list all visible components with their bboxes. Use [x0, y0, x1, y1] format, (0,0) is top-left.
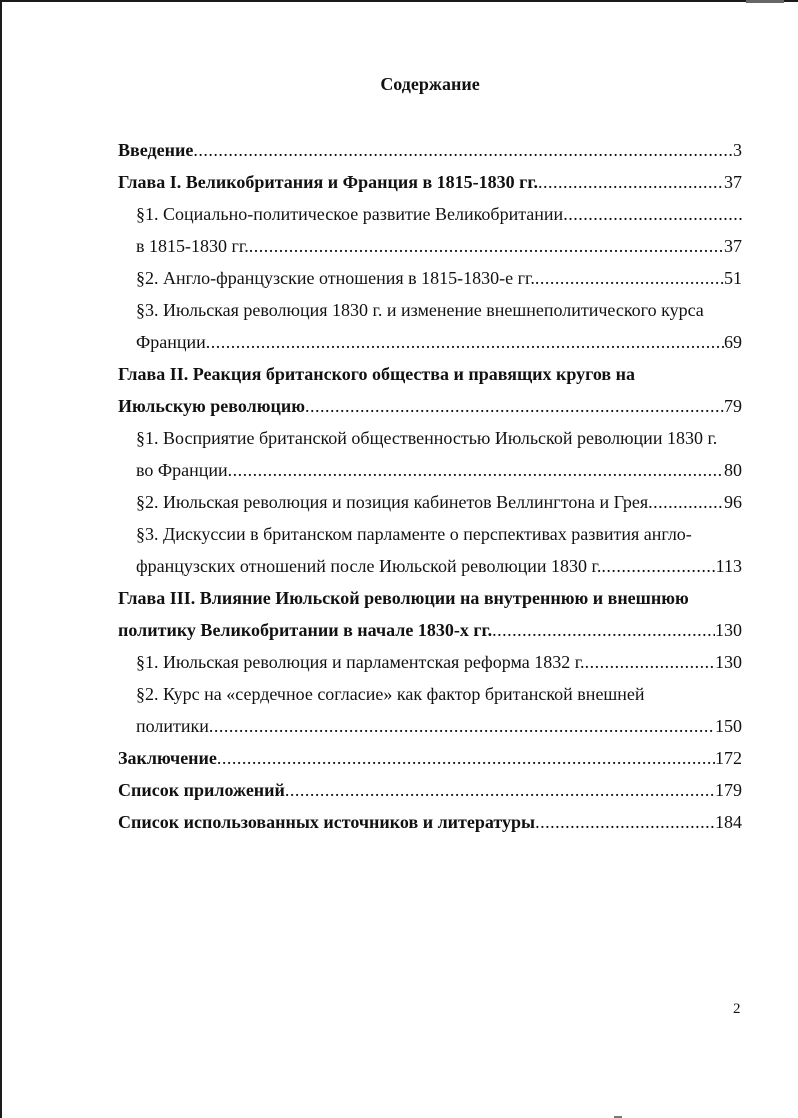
toc-entry-text: §2. Курс на «сердечное согласие» как фактор британской внешней — [136, 684, 645, 704]
toc-entry-introduction — [118, 138, 742, 162]
toc-entry-chapter-1 — [118, 170, 742, 194]
toc-entry-2-3-cont — [136, 554, 742, 578]
toc-entry-text: §2. Июльская революция и позиция кабинетов Веллингтона и Грея — [136, 492, 649, 512]
toc-entry-chapter-2-cont — [118, 394, 742, 418]
toc-entry-text: Заключение — [118, 748, 217, 768]
toc-entry-chapter-3-cont — [118, 618, 742, 642]
dot-leader — [492, 618, 715, 642]
toc-entry-text: Список использованных источников и литературы — [118, 812, 536, 832]
toc-entry-3-2-cont — [136, 714, 742, 738]
toc-entry-bibliography — [118, 810, 742, 834]
toc-entry-text: Введение — [118, 140, 194, 160]
dot-leader — [249, 234, 724, 258]
toc-entry-text: §2. Англо-французские отношения в 1815-1830-е гг. — [136, 268, 535, 288]
toc-entry-text: французских отношений после Июльской революции 1830 г. — [136, 556, 602, 576]
toc-entry-text: §1. Социально-политическое развитие Великобритании — [136, 204, 564, 224]
dot-leader — [535, 266, 724, 290]
toc-entry-text: Франции — [136, 332, 206, 352]
toc-page-number: 179 — [715, 780, 742, 800]
toc-entry-2-3 — [136, 522, 742, 546]
toc-entry-text: Глава II. Реакция британского общества и правящих кругов на — [118, 364, 636, 384]
toc-entry-1-2 — [136, 266, 742, 290]
dot-leader — [601, 554, 715, 578]
toc-entry-2-1-cont — [136, 458, 742, 482]
toc-page-number: 130 — [715, 652, 742, 672]
toc-page-number: 3 — [733, 140, 742, 160]
toc-entry-3-1 — [136, 650, 742, 674]
toc-entry-chapter-3 — [118, 586, 742, 610]
toc-entry-chapter-2 — [118, 362, 742, 386]
toc-entry-text: политики — [136, 716, 209, 736]
toc-page-number: 113 — [715, 556, 742, 576]
dot-leader — [228, 458, 724, 482]
toc-page-number: 37 — [724, 172, 742, 192]
toc-page-number: 79 — [724, 396, 742, 416]
toc-page-number: 172 — [715, 748, 742, 768]
dot-leader — [217, 746, 715, 770]
toc-page-number: 51 — [724, 268, 742, 288]
toc-page-number: 96 — [724, 492, 742, 512]
toc-entry-1-3-cont — [136, 330, 742, 354]
toc-entry-text: §3. Дискуссии в британском парламенте о перспективах развития англо- — [136, 524, 692, 544]
toc-entry-text: Список приложений — [118, 780, 285, 800]
dot-leader — [209, 714, 715, 738]
toc-entry-1-3 — [136, 298, 742, 322]
toc-entry-1-1 — [136, 202, 742, 226]
toc-page-number: 130 — [715, 620, 742, 640]
toc-entry-text: Глава III. Влияние Июльской революции на внутреннюю и внешнюю — [118, 588, 689, 608]
toc-entry-text: во Франции — [136, 460, 228, 480]
toc-entry-text: §1. Июльская революция и парламентская реформа 1832 г. — [136, 652, 585, 672]
page-number: 2 — [733, 1001, 741, 1017]
toc-entry-3-2 — [136, 682, 742, 706]
toc-entry-2-2 — [136, 490, 742, 514]
toc-page-number: 184 — [715, 812, 742, 832]
dot-leader — [538, 170, 724, 194]
toc-entry-text: Июльскую революцию — [118, 396, 305, 416]
toc-entry-appendices — [118, 778, 742, 802]
toc-entry-text: §1. Восприятие британской общественностью Июльской революции 1830 г. — [136, 428, 718, 448]
toc-entry-text: политику Великобритании в начале 1830-х гг. — [118, 620, 493, 640]
toc-entry-text: в 1815-1830 гг. — [136, 236, 249, 256]
toc-entry-text: Глава I. Великобритания и Франция в 1815-1830 гг. — [118, 172, 538, 192]
toc-entry-conclusion — [118, 746, 742, 770]
toc-entry-1-1-cont — [136, 234, 742, 258]
dot-leader — [285, 778, 715, 802]
toc-entry-2-1 — [136, 426, 742, 450]
toc-page-number: 37 — [724, 236, 742, 256]
scan-artifact-top — [746, 0, 784, 3]
toc-page-number: 150 — [715, 716, 742, 736]
toc-entry-text: §3. Июльская революция 1830 г. и изменение внешнеполитического курса — [136, 300, 704, 320]
toc-page-number: 69 — [724, 332, 742, 352]
dot-leader — [206, 330, 724, 354]
page-title: Содержание — [380, 74, 480, 94]
dot-leader — [193, 138, 733, 162]
dot-leader — [648, 490, 724, 514]
dot-leader — [585, 650, 715, 674]
dot-leader — [563, 202, 742, 226]
dot-leader — [535, 810, 715, 834]
toc-page-number: 80 — [724, 460, 742, 480]
dot-leader — [305, 394, 724, 418]
